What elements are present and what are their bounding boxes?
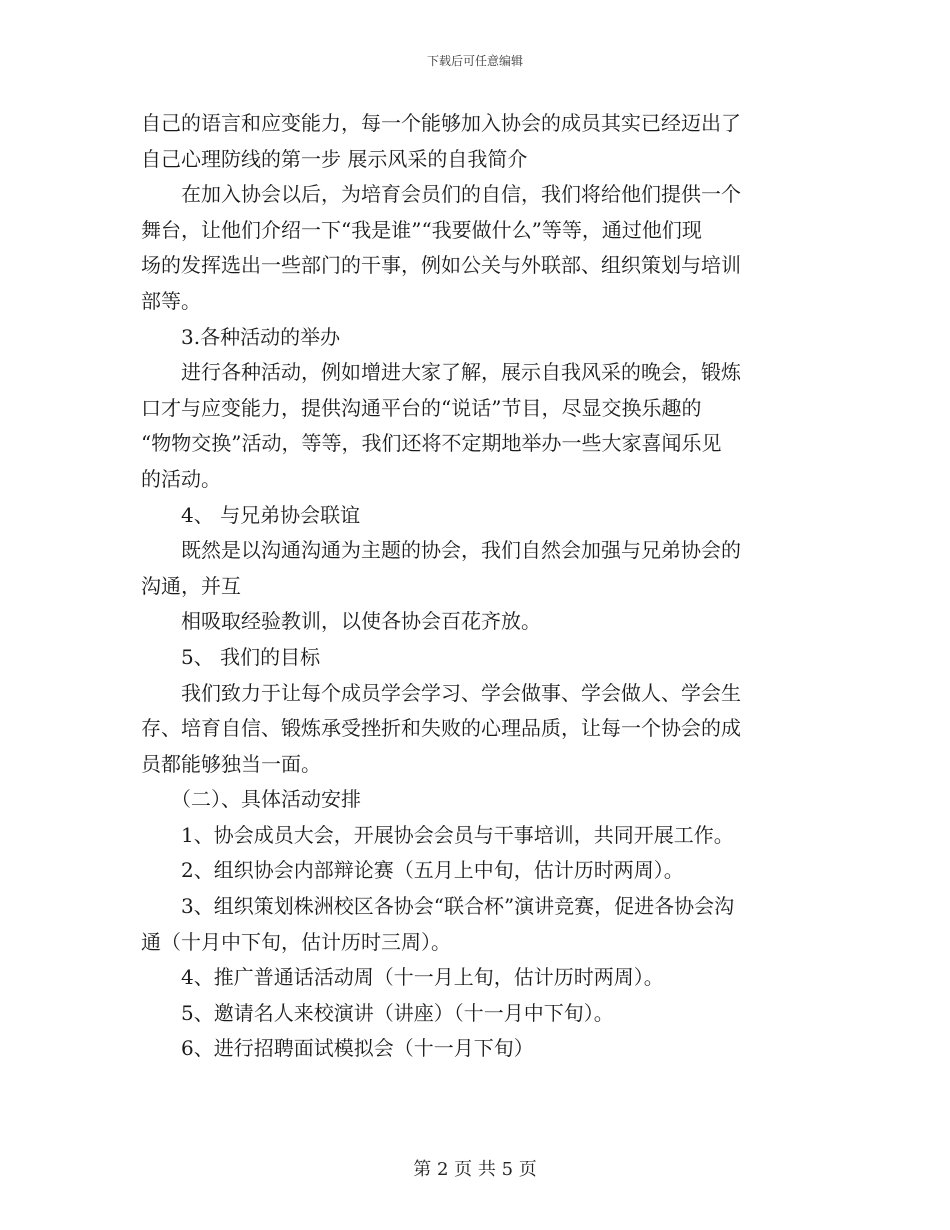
text-line: 自己心理防线的第一步 展示风采的自我简介 (141, 146, 528, 171)
text-line: 存、培育自信、锻炼承受挫折和失败的心理品质，让每一个协会的成 (141, 716, 741, 741)
text-line: 自己的语言和应变能力，每一个能够加入协会的成员其实已经迈出了 (141, 111, 741, 135)
section-heading: 5、 我们的目标 (141, 644, 321, 669)
page-header: 下载后可任意编辑 (426, 54, 523, 68)
section-heading: （二）、具体活动安排 (141, 787, 361, 812)
text-line: 口才与应变能力，提供沟通平台的“说话”节目，尽显交换乐趣的 (141, 395, 702, 420)
list-item: 2、组织协会内部辩论赛（五月上中旬，估计历时两周）。 (141, 858, 684, 883)
text-line: 员都能够独当一面。 (141, 751, 321, 776)
list-item: 3、组织策划株洲校区各协会“联合杯”演讲竞赛，促进各协会沟 (141, 894, 735, 919)
text-line: 进行各种活动，例如增进大家了解，展示自我风采的晚会，锻炼 (141, 360, 741, 385)
list-item: 5、邀请名人来校演讲（讲座）（十一月中下旬）。 (141, 1000, 614, 1025)
text-line: 的活动。 (141, 466, 221, 491)
text-line: 既然是以沟通沟通为主题的协会，我们自然会加强与兄弟协会的 (141, 538, 741, 563)
text-line: “物物交换”活动，等等，我们还将不定期地举办一些大家喜闻乐见 (141, 431, 722, 456)
text-line: 部等。 (141, 288, 201, 313)
text-line: 相吸取经验教训，以使各协会百花齐放。 (141, 609, 541, 634)
section-heading: 3.各种活动的举办 (141, 324, 341, 349)
document-body (141, 106, 821, 1067)
text-line: 在加入协会以后，为培育会员们的自信，我们将给他们提供一个 (141, 182, 741, 207)
text-line: 舞台，让他们介绍一下“我是谁”“我要做什么”等等，通过他们现 (141, 217, 702, 242)
list-item: 6、进行招聘面试模拟会（十一月下旬） (141, 1036, 534, 1061)
list-item: 4、推广普通话活动周（十一月上旬，估计历时两周）。 (141, 965, 664, 990)
text-line: 我们致力于让每个成员学会学习、学会做事、学会做人、学会生 (141, 680, 741, 705)
page-number: 第 2 页 共 5 页 (413, 1159, 537, 1180)
text-line: 通（十月中下旬，估计历时三周）。 (141, 929, 451, 954)
text-line: 沟通，并互 (141, 573, 241, 598)
list-item: 1、协会成员大会，开展协会会员与干事培训，共同开展工作。 (141, 822, 734, 847)
text-line: 场的发挥选出一些部门的干事，例如公关与外联部、组织策划与培训 (141, 253, 741, 278)
section-heading: 4、 与兄弟协会联谊 (141, 502, 361, 527)
